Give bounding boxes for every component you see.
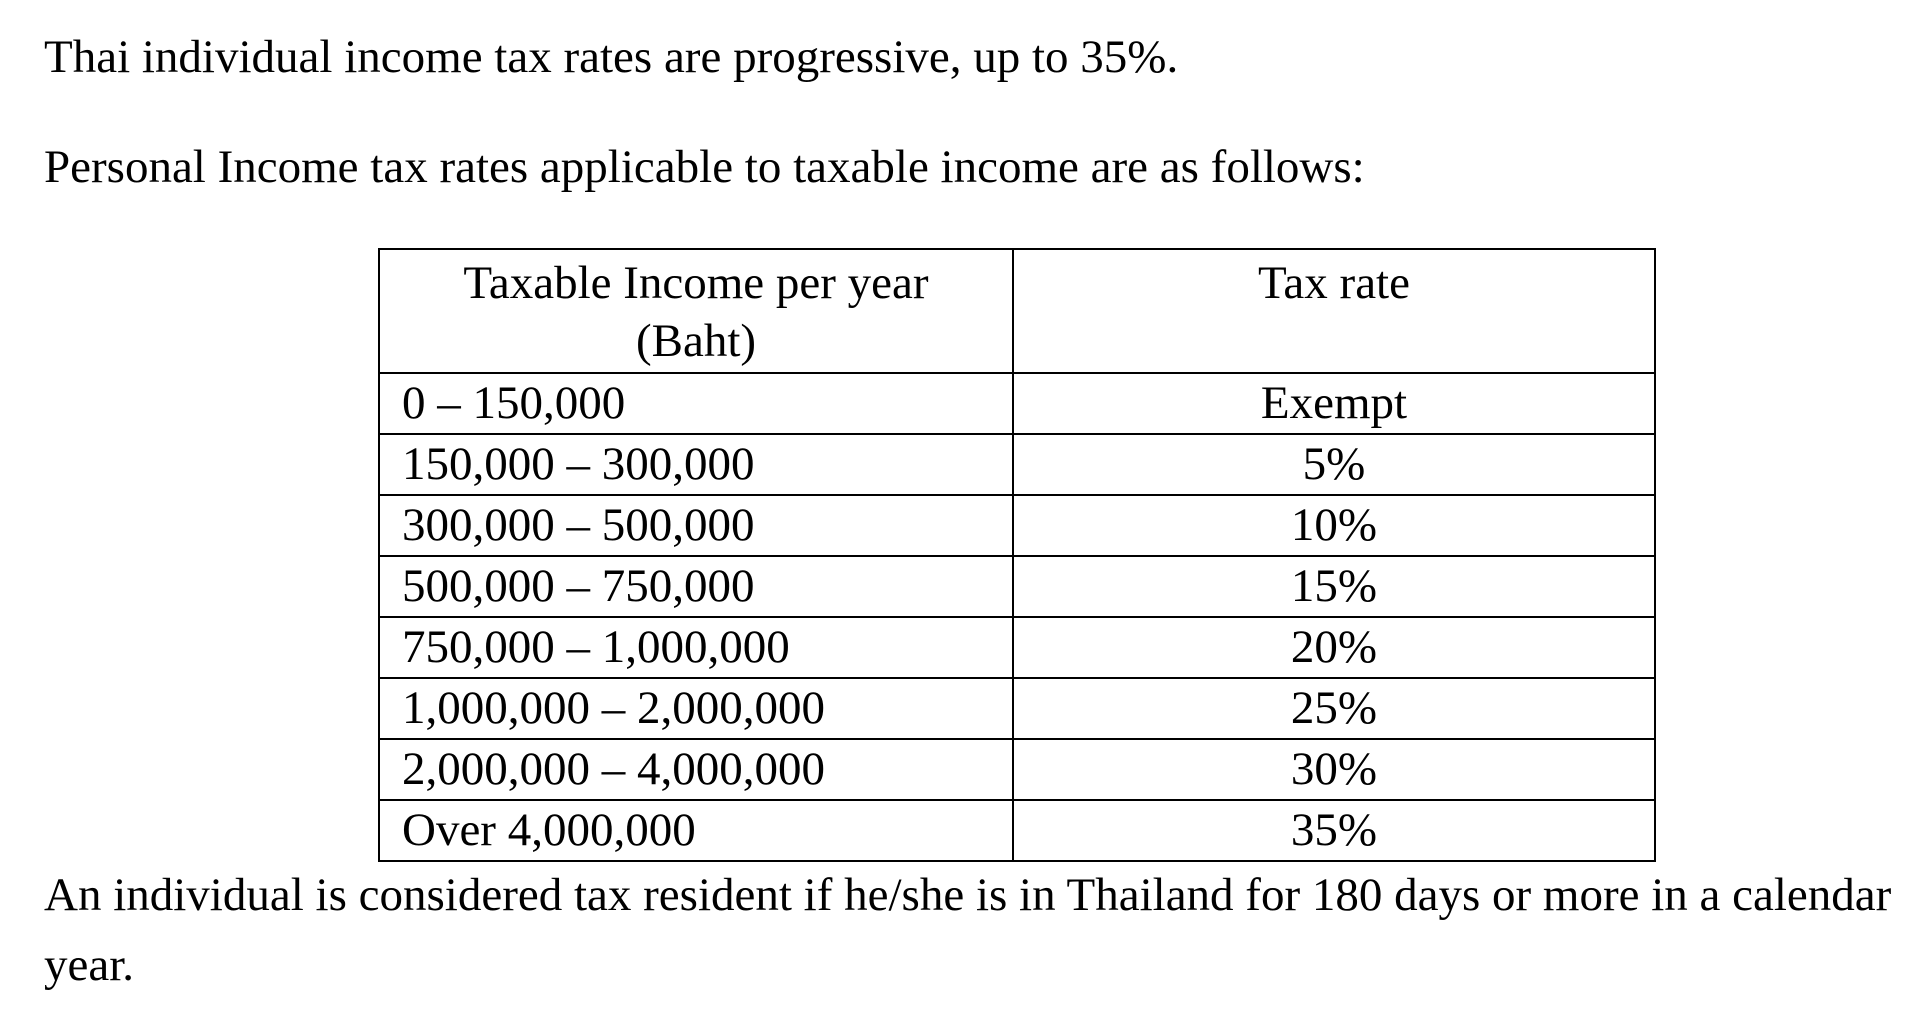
- income-header-line1: Taxable Income per year: [463, 257, 929, 309]
- rate-cell: 15%: [1013, 556, 1655, 617]
- income-cell: 500,000 – 750,000: [379, 556, 1013, 617]
- income-cell: 150,000 – 300,000: [379, 434, 1013, 495]
- table-row: [379, 617, 1655, 678]
- intro-paragraph: Thai individual income tax rates are progressive, up to 35%.: [44, 31, 1179, 83]
- rate-cell: 25%: [1013, 678, 1655, 739]
- rate-column-header: Tax rate: [1013, 249, 1655, 373]
- rate-cell: 20%: [1013, 617, 1655, 678]
- table-row: [379, 556, 1655, 617]
- table-row: [379, 678, 1655, 739]
- income-cell: Over 4,000,000: [379, 800, 1013, 861]
- rate-cell: 35%: [1013, 800, 1655, 861]
- table-row: [379, 495, 1655, 556]
- table-row: [379, 800, 1655, 861]
- rate-cell: 5%: [1013, 434, 1655, 495]
- income-cell: 300,000 – 500,000: [379, 495, 1013, 556]
- income-cell: 0 – 150,000: [379, 373, 1013, 434]
- table-header-row: [379, 249, 1655, 373]
- table-row: [379, 739, 1655, 800]
- income-cell: 2,000,000 – 4,000,000: [379, 739, 1013, 800]
- residency-paragraph: An individual is considered tax resident if he/she is in Thailand for 180 days or more in a calendar year.: [44, 869, 1892, 991]
- rate-cell: 30%: [1013, 739, 1655, 800]
- income-cell: 1,000,000 – 2,000,000: [379, 678, 1013, 739]
- income-header-line2: (Baht): [635, 315, 757, 367]
- table-row: [379, 373, 1655, 434]
- rate-cell: 10%: [1013, 495, 1655, 556]
- lead-paragraph: Personal Income tax rates applicable to taxable income are as follows:: [44, 141, 1365, 193]
- tax-rate-table: [378, 248, 1656, 862]
- rate-cell: Exempt: [1013, 373, 1655, 434]
- income-column-header: [379, 249, 1013, 373]
- table-row: [379, 434, 1655, 495]
- income-cell: 750,000 – 1,000,000: [379, 617, 1013, 678]
